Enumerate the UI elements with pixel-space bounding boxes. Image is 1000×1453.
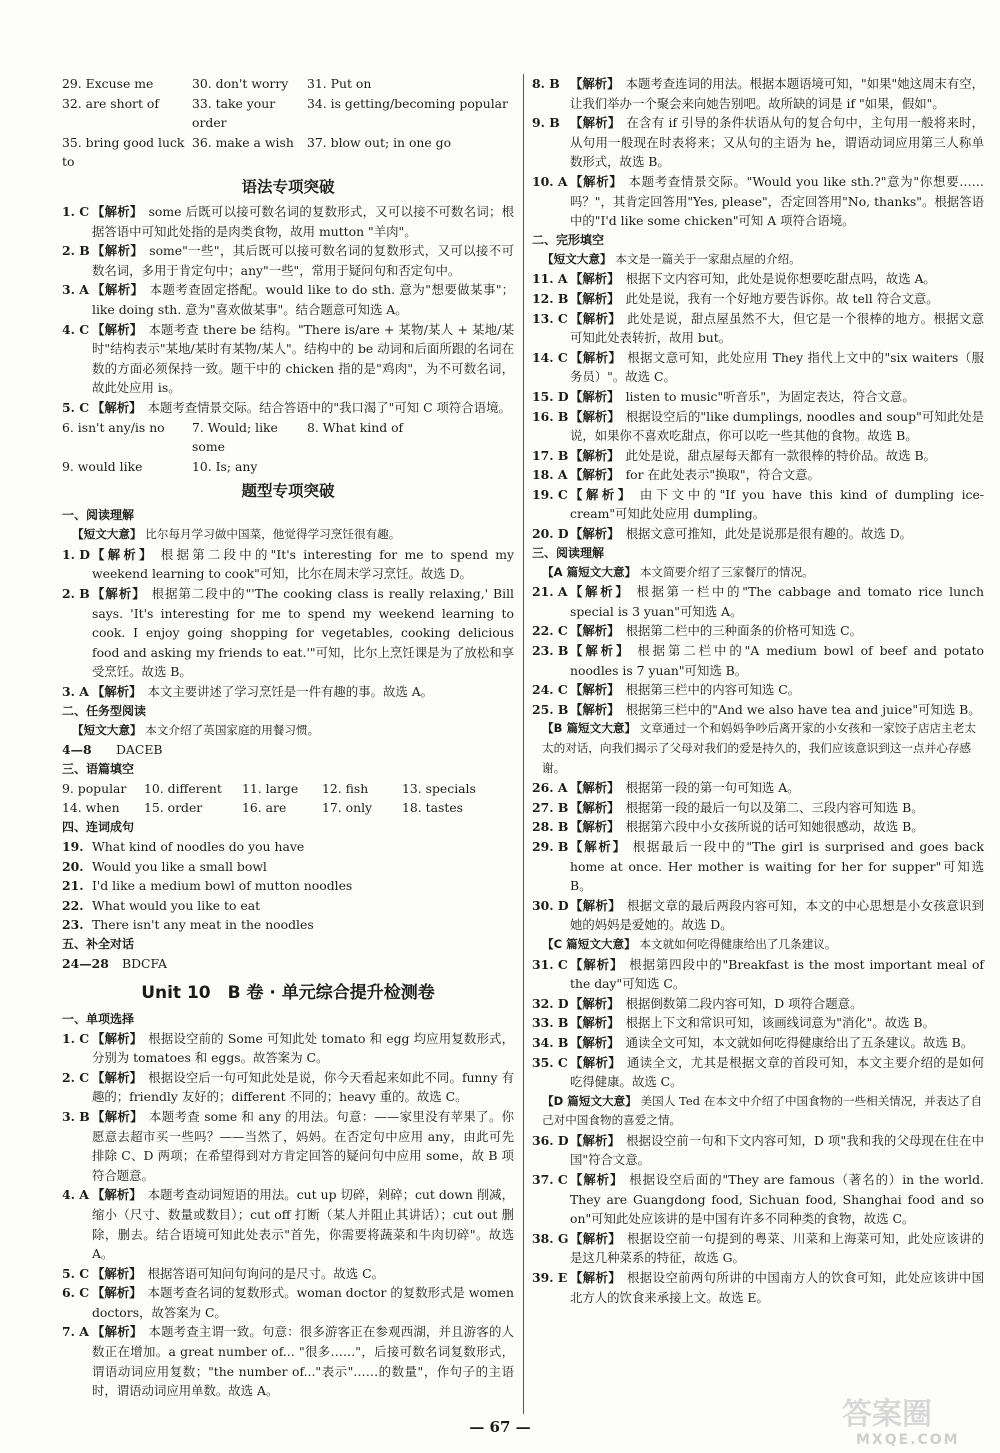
answer-32: 32. are short of: [62, 95, 159, 111]
summary-tag: 【C 篇短文大意】: [542, 936, 636, 951]
analysis-text: 此处是说，甜点屋每天都有一款很棒的特价品。故选 B。: [625, 447, 936, 463]
answer-row: [62, 418, 514, 457]
answer-29: 29. Excuse me: [62, 76, 154, 91]
answer-number: 19.: [62, 839, 84, 854]
analysis-tag: 【解析】: [570, 897, 622, 913]
analysis-text: 本题考查主谓一致。句意：很多游客正在参观西湖，并且游客的人数正在增加。a great number of... "很多……"，后接可数名词复数形式，谓语动词应用复数；"the number of..."表示"……的数量"，作句子的主语时，谓语动词应用单数。故选 A。: [92, 1324, 515, 1399]
analysis-tag: 【解析】: [570, 388, 620, 404]
answer-8: 8. What kind of: [307, 419, 404, 435]
summary-text: 本文是一篇关于一家甜点屋的介绍。: [615, 251, 801, 266]
answer-item: [532, 465, 984, 485]
analysis-text: 根据第六段中小女孩所说的话可知她很感动，故选 B。: [625, 819, 924, 835]
answer-item: [532, 896, 984, 935]
answer-item: [62, 682, 514, 702]
answer-item: [62, 1029, 514, 1068]
right-column: [532, 74, 984, 1307]
subsection-heading: 四、连词成句: [62, 820, 135, 834]
subsection-heading: 一、单项选择: [62, 1011, 135, 1026]
answer-number: 14. C: [532, 349, 568, 365]
analysis-tag: 【解析】: [92, 321, 143, 337]
answer-item: [532, 348, 984, 387]
analysis-tag: 【解析】: [570, 643, 632, 659]
analysis-text: 根据文章的最后两段内容可知，本文的中心思想是小女孩意识到她的妈妈是爱她的。故选 D。: [570, 897, 985, 933]
analysis-text: 根据第二段中的"'The cooking class is really relaxing,' Bill says. 'It's interesting for me to spend my weekend learning to cook. I enjoy going shopping for vegetables, cooking delicious food and asking my friends to eat.'"可知，比尔上烹饪课是为了放松和享受烹饪。故选 B。: [92, 586, 515, 680]
analysis-text: 本题考查连词的用法。根据本题语境可知，"如果"她这周末有空，让我们举办一个聚会来向她告别吧。故所缺的词是 if "如果，假如"。: [570, 76, 984, 111]
passage-summary: [532, 719, 984, 778]
analysis-text: 根据第二栏中的三种面条的价格可知选 C。: [625, 623, 863, 639]
answer-row: [62, 779, 514, 799]
answer-text: There isn't any meat in the noodles: [92, 917, 314, 933]
answer-number: 3. B: [62, 1108, 90, 1124]
analysis-tag: 【解析】: [570, 173, 623, 189]
analysis-tag: 【解析】: [92, 684, 142, 700]
answer-row: [62, 94, 514, 133]
answer-item: [62, 280, 514, 319]
answer-number: 11. A: [532, 271, 568, 287]
analysis-text: listen to music"听音乐"，为固定表达，符合文意。: [625, 388, 915, 404]
answer-item: [62, 857, 514, 877]
answer-text: What would you like to eat: [92, 897, 261, 913]
answer-number: 20. D: [532, 526, 569, 542]
answer-number: 29. B: [532, 838, 569, 854]
analysis-text: 此处是说，我有一个好地方要告诉你。故 tell 符合文意。: [625, 290, 939, 306]
analysis-tag: 【解析】: [92, 1285, 142, 1301]
analysis-tag: 【解析】: [570, 290, 620, 306]
answer-row: [62, 133, 514, 172]
analysis-tag: 【解析】: [92, 1187, 142, 1203]
analysis-tag: 【解析】: [570, 408, 620, 424]
answer-number: 33. B: [532, 1015, 569, 1031]
answer-text: DACEB: [116, 742, 163, 758]
subsection-heading: 三、阅读理解: [532, 545, 605, 560]
answer-item: [62, 241, 514, 280]
answer-7: 7. Would; like some: [192, 419, 278, 455]
answer-6: 6. isn't any/is no: [62, 419, 165, 435]
answer-number: 7. A: [62, 1324, 89, 1340]
analysis-text: 根据答语可知问句询问的是尺寸。故选 C。: [147, 1265, 385, 1281]
summary-tag: 【短文大意】: [72, 527, 142, 542]
analysis-tag: 【解析】: [570, 956, 624, 972]
answer-item: [532, 582, 984, 621]
answer-item: [62, 202, 514, 241]
summary-text: 本文就如何吃得健康给出了几条建议。: [639, 936, 837, 951]
answer-37: 37. blow out; in one go: [307, 134, 452, 150]
answer-35: 35. bring good luck to: [62, 134, 185, 170]
passage-summary: [532, 935, 984, 955]
analysis-tag: 【解析】: [570, 1015, 620, 1031]
answer-number: 28. B: [532, 819, 569, 835]
analysis-text: 根据下文内容可知，此处是说你想要吃甜点吗，故选 A。: [625, 271, 936, 287]
analysis-text: 根据第二栏中的"A medium bowl of beef and potato noodles is 7 yuan"可知选 B。: [570, 643, 985, 678]
answer-number: 30. D: [532, 897, 569, 913]
answer-9: 9. would like: [62, 458, 143, 474]
answer-number: 12. B: [532, 290, 569, 306]
summary-text: 本文介绍了英国家庭的用餐习惯。: [145, 722, 320, 737]
answer-number: 19. C: [532, 486, 568, 502]
answer-number: 13. C: [532, 310, 568, 326]
analysis-tag: 【解析】: [570, 76, 620, 91]
analysis-text: 根据第二段中的"It's interesting for me to spend my weekend learning to cook"可知，比尔在周末学习烹饪。故选 D。: [92, 546, 515, 582]
analysis-text: 本题考查动词短语的用法。cut up 切碎，剁碎；cut down 削减，缩小（尺寸、数量或数目）；cut off 打断（某人并阻止其讲话）；cut out 删除，删去。结合语境可知此处表示"首先，你需要将蔬菜和牛肉切碎"。故选 A。: [92, 1187, 514, 1262]
analysis-text: 根据设空后的"like dumplings, noodles and soup"可知此处是说，如果你不喜欢吃甜点，你可以吃一些其他的食物。故选 B。: [570, 408, 985, 444]
answer-number: 36. D: [532, 1132, 569, 1148]
answer-number: 38. G: [532, 1230, 569, 1246]
answer-item: [62, 954, 514, 974]
analysis-tag: 【解析】: [92, 282, 144, 298]
page-number: — 67 —: [469, 1418, 531, 1436]
answer-item: [532, 621, 984, 641]
answer-number: 9. B: [532, 115, 560, 131]
answer-33: 33. take your order: [192, 95, 276, 131]
answer-page: [62, 74, 988, 1414]
answer-number: 3. A: [62, 684, 89, 700]
section-title-grammar: 语法专项突破: [241, 177, 335, 196]
analysis-text: 根据第四段中的"Breakfast is the most important meal of the day"可知选 C。: [570, 956, 985, 992]
summary-tag: 【D 篇短文大意】: [542, 1093, 637, 1108]
analysis-text: 根据设空后面的"They are famous（著名的）in the world. They are Guangdong food, Sichuan food, Shanghai food and so on"可知此处应该讲的是中国有许多不同种类的食物，故选 C。: [570, 1172, 984, 1227]
analysis-tag: 【解析】: [92, 1069, 143, 1085]
answer-number: 35. C: [532, 1054, 568, 1070]
answer-number: 20.: [62, 858, 84, 874]
answer-number: 10. A: [532, 173, 568, 189]
left-column: [62, 74, 514, 1401]
analysis-tag: 【解析】: [570, 467, 620, 483]
analysis-tag: 【解析】: [570, 584, 631, 600]
analysis-tag: 【解析】: [92, 586, 146, 602]
answer-item: [532, 309, 984, 348]
analysis-tag: 【解析】: [570, 447, 620, 463]
answer-item: [62, 320, 514, 398]
answer-number: 4. A: [62, 1187, 89, 1203]
answer-item: [532, 387, 984, 407]
answer-number: 4. C: [62, 321, 90, 337]
analysis-tag: 【解析】: [92, 1030, 143, 1046]
analysis-text: 通读全文可知，本文就如何吃得健康给出了五条建议。故选 B。: [625, 1034, 974, 1050]
analysis-text: 本题考查 some 和 any 的用法。句意：——家里没有苹果了。你愿意去超市买一些吗？——当然了，妈妈。在否定句中应用 any，由此可先排除 C、D 两项；在希望得到对方肯定回答的疑问句中应用 some，故 B 项符合题意。: [92, 1108, 514, 1183]
subsection-heading: 一、阅读理解: [62, 508, 135, 523]
analysis-tag: 【解析】: [570, 701, 620, 717]
answer-11: 11. large: [242, 780, 299, 796]
analysis-tag: 【解析】: [570, 995, 620, 1011]
answer-item: [532, 485, 984, 524]
analysis-text: 根据最后一段中的"The girl is surprised and goes back home at once. Her mother is waiting for her for supper"可知选 B。: [570, 838, 984, 894]
analysis-tag: 【解析】: [570, 780, 620, 796]
answer-item: [532, 837, 984, 896]
answer-item: [532, 680, 984, 700]
analysis-text: 根据设空后一句可知此处是说，你今天看起来如此不同。funny 有趣的；friendly 友好的；different 不同的；heavy 重的。故选 C。: [92, 1069, 515, 1105]
answer-number: 21. A: [532, 584, 568, 600]
answer-item: [62, 896, 514, 916]
answer-item: [532, 778, 984, 798]
analysis-tag: 【解析】: [92, 1265, 142, 1281]
analysis-tag: 【解析】: [570, 1270, 622, 1286]
summary-text: 比尔每月学习做中国菜，他觉得学习烹饪很有趣。: [145, 527, 401, 542]
answer-17: 17. only: [322, 800, 373, 816]
analysis-tag: 【解析】: [92, 1324, 143, 1340]
answer-text: Would you like a small bowl: [92, 858, 267, 874]
passage-summary: [532, 250, 984, 270]
subsection-heading: 二、任务型阅读: [62, 703, 147, 718]
analysis-text: 根据第一段的最后一句以及第二、三段内容可知选 B。: [625, 799, 924, 815]
analysis-tag: 【解析】: [92, 399, 142, 415]
analysis-tag: 【解析】: [570, 349, 622, 365]
analysis-text: 由下文中的"If you have this kind of dumpling ice-cream"可知此处应用 dumpling。: [570, 486, 985, 522]
answer-item: [532, 1013, 984, 1033]
answer-item: [532, 524, 984, 544]
answer-36: 36. make a wish: [192, 134, 294, 150]
analysis-text: 根据文意可知，此处应用 They 指代上文中的"six waiters（服务员）"。故选 C。: [570, 349, 984, 385]
answer-number: 27. B: [532, 799, 569, 815]
analysis-text: 根据上下文和常识可知，该画线词意为"消化"。故选 B。: [625, 1015, 935, 1031]
answer-item: [532, 269, 984, 289]
answer-10: 10. Is; any: [192, 458, 258, 474]
analysis-tag: 【解析】: [570, 1172, 624, 1188]
answer-number: 34. B: [532, 1034, 569, 1050]
analysis-tag: 【解析】: [570, 1230, 622, 1246]
analysis-text: 此处是说，甜点屋虽然不大，但它是一个很棒的地方。根据文意可知此处表转折，故用 but。: [570, 310, 985, 346]
answer-item: [532, 1033, 984, 1053]
answer-item: [532, 1131, 984, 1170]
answer-item: [532, 817, 984, 837]
analysis-text: 本题考查固定搭配。would like to do sth. 意为"想要做某事"；like doing sth. 意为"喜欢做某事"。结合题意可知选 A。: [92, 282, 515, 317]
answer-number: 2. B: [62, 586, 90, 602]
answer-31: 31. Put on: [307, 76, 372, 91]
answer-10: 10. different: [144, 780, 222, 796]
answer-item: [532, 446, 984, 466]
answer-item: [532, 172, 984, 231]
answer-item: [532, 1268, 984, 1307]
analysis-tag: 【解析】: [570, 1132, 621, 1148]
analysis-text: 根据文意可推知，此处是说那是很有趣的。故选 D。: [625, 526, 913, 542]
answer-9: 9. popular: [62, 780, 127, 796]
answer-number: 18. A: [532, 467, 568, 483]
answer-item: [532, 74, 984, 113]
answer-34: 34. is getting/becoming popular: [307, 95, 508, 111]
summary-tag: 【A 篇短文大意】: [542, 564, 637, 579]
summary-tag: 【B 篇短文大意】: [542, 721, 637, 736]
watermark-logo: [836, 1392, 986, 1450]
analysis-text: some"一些"，其后既可以接可数名词的复数形式，又可以接不可数名词，多用于肯定句中；any"一些"，常用于疑问句和否定句中。: [92, 243, 514, 278]
answer-number: 24. C: [532, 682, 568, 698]
watermark-url-text: MXQE.COM: [856, 1432, 960, 1448]
answer-number: 37. C: [532, 1172, 568, 1188]
answer-number: 1. D: [62, 546, 90, 562]
analysis-tag: 【解析】: [570, 819, 620, 835]
answer-number: 1. C: [62, 203, 90, 219]
analysis-text: 根据设空前两句所讲的中国南方人的饮食可知，此处应该讲中国北方人的饮食来承接上文。故选 E。: [570, 1270, 985, 1305]
section-title-types: 题型专项突破: [241, 482, 335, 501]
answer-number: 23. B: [532, 643, 569, 659]
analysis-text: 本题考查情景交际。结合答语中的"我口渴了"可知 C 项符合语境。: [147, 399, 511, 415]
answer-item: [62, 545, 514, 584]
analysis-tag: 【解析】: [92, 203, 143, 219]
answer-30: 30. don't worry: [192, 76, 289, 91]
answer-item: [62, 915, 514, 935]
answer-number: 24—28: [62, 955, 109, 971]
unit-title: Unit 10 B 卷 · 单元综合提升检测卷: [141, 982, 435, 1003]
answer-item: [532, 798, 984, 818]
analysis-tag: 【解析】: [570, 1054, 622, 1070]
answer-18: 18. tastes: [402, 800, 464, 816]
answer-number: 3. A: [62, 282, 89, 298]
answer-item: [532, 1229, 984, 1268]
subsection-heading: 三、语篇填空: [62, 761, 135, 776]
answer-item: [532, 700, 984, 720]
answer-16: 16. are: [242, 800, 287, 816]
answer-number: 2. B: [62, 243, 90, 259]
answer-number: 16. B: [532, 408, 569, 424]
answer-number: 17. B: [532, 447, 569, 463]
analysis-tag: 【解析】: [570, 623, 620, 639]
analysis-tag: 【解析】: [570, 486, 634, 502]
answer-row: [62, 457, 514, 477]
watermark-big-text: 答案圈: [842, 1397, 932, 1432]
answer-item: [532, 994, 984, 1014]
analysis-tag: 【解析】: [92, 546, 155, 562]
analysis-text: some 后既可以接可数名词的复数形式，又可以接不可数名词；根据答语中可知此处指的是肉类食物，故用 mutton "羊肉"。: [92, 203, 515, 239]
answer-item: [62, 1185, 514, 1263]
answer-12: 12. fish: [322, 780, 369, 796]
answer-item: [62, 398, 514, 418]
answer-number: 26. A: [532, 780, 568, 796]
answer-row: [62, 74, 514, 94]
analysis-text: 根据设空前一句和下文内容可知，D 项"我和我的父母现在住在中国"符合文意。: [570, 1132, 985, 1168]
summary-text: 本文简要介绍了三家餐厅的情况。: [639, 564, 814, 579]
answer-text: BDCFA: [122, 955, 167, 971]
analysis-tag: 【解析】: [570, 799, 620, 815]
analysis-tag: 【解析】: [92, 243, 144, 259]
analysis-text: 根据第一栏中的"The cabbage and tomato rice lunch special is 3 yuan"可知选 A。: [570, 584, 984, 619]
answer-item: [532, 289, 984, 309]
passage-summary: [62, 721, 514, 741]
analysis-text: 本题考查情景交际。"Would you like sth.?"意为"你想要……吗？"，其肯定回答用"Yes, please"，否定回答用"No, thanks"。根据答语中的"I'd like some chicken"可知 A 项符合语境。: [570, 173, 985, 229]
answer-item: [532, 113, 984, 172]
analysis-text: 本题考查 there be 结构。"There is/are + 某物/某人 + 某地/某时"结构表示"某地/某时有某物/某人"。结构中的 be 动词和后面所跟的名词在数的方面必须保持一致。题干中的 chicken 指的是"鸡肉"，为不可数名词，故此处应用 is。: [92, 321, 515, 396]
analysis-tag: 【解析】: [570, 682, 620, 698]
answer-item: [532, 407, 984, 446]
subsection-heading: 五、补全对话: [62, 936, 135, 951]
answer-number: 22. C: [532, 623, 568, 639]
analysis-tag: 【解析】: [570, 838, 627, 854]
answer-14: 14. when: [62, 800, 120, 816]
answer-number: 39. E: [532, 1270, 568, 1286]
analysis-tag: 【解析】: [570, 271, 620, 287]
analysis-text: 根据设空前一句提到的粤菜、川菜和上海菜可知，此处应该讲的是这几种菜系的特征，故选 G。: [570, 1230, 985, 1266]
answer-item: [532, 641, 984, 680]
answer-number: 25. B: [532, 701, 569, 717]
passage-summary: [532, 563, 984, 583]
answer-15: 15. order: [144, 800, 203, 816]
analysis-text: 根据倒数第二段内容可知，D 项符合题意。: [625, 995, 863, 1011]
answer-item: [532, 1053, 984, 1092]
analysis-text: 本题考查名词的复数形式。woman doctor 的复数形式是 women doctors，故答案为 C。: [92, 1285, 514, 1320]
answer-item: [62, 837, 514, 857]
answer-13: 13. specials: [402, 780, 476, 796]
answer-row: [62, 798, 514, 818]
answer-text: What kind of noodles do you have: [92, 839, 305, 854]
summary-tag: 【短文大意】: [542, 251, 612, 266]
answer-number: 22.: [62, 897, 84, 913]
analysis-text: 在含有 if 引导的条件状语从句的复合句中，主句用一般将来时，从句用一般现在时表将来；又从句的主语为 he，谓语动词应用第三人称单数形式，故选 B。: [570, 115, 984, 170]
subsection-heading: 二、完形填空: [532, 232, 605, 247]
analysis-tag: 【解析】: [92, 1108, 143, 1124]
analysis-tag: 【解析】: [570, 310, 622, 326]
answer-text: I'd like a medium bowl of mutton noodles: [92, 878, 353, 894]
analysis-text: 通读全文，尤其是根据文章的首段可知，本文主要介绍的是如何吃得健康。故选 C。: [570, 1054, 985, 1090]
answer-item: [62, 584, 514, 682]
answer-number: 5. C: [62, 399, 90, 415]
answer-item: [62, 740, 514, 760]
passage-summary: [532, 1092, 984, 1131]
answer-number: 21.: [62, 878, 84, 894]
analysis-text: for 在此处表示"换取"，符合文意。: [625, 467, 820, 483]
analysis-tag: 【解析】: [570, 1034, 620, 1050]
answer-item: [532, 955, 984, 994]
summary-text: 美国人 Ted 在本文中介绍了中国食物的一些相关情况，并表达了自己对中国食物的喜爱之情。: [542, 1093, 983, 1128]
answer-number: 31. C: [532, 956, 568, 972]
analysis-text: 本文主要讲述了学习烹饪是一件有趣的事。故选 A。: [147, 684, 434, 700]
analysis-tag: 【解析】: [570, 526, 620, 542]
analysis-tag: 【解析】: [570, 115, 621, 131]
answer-item: [62, 876, 514, 896]
answer-number: 32. D: [532, 995, 569, 1011]
answer-number: 8. B: [532, 76, 560, 91]
answer-item: [62, 1322, 514, 1400]
answer-item: [62, 1068, 514, 1107]
answer-number: 2. C: [62, 1069, 90, 1085]
answer-item: [532, 1170, 984, 1229]
answer-number: 15. D: [532, 388, 569, 404]
summary-tag: 【短文大意】: [72, 722, 142, 737]
answer-number: 23.: [62, 917, 84, 933]
answer-item: [62, 1264, 514, 1284]
passage-summary: [62, 525, 514, 545]
analysis-text: 根据第三栏中的内容可知选 C。: [625, 682, 801, 698]
answer-item: [62, 1107, 514, 1185]
analysis-text: 根据第一段的第一句可知选 A。: [625, 780, 800, 796]
answer-item: [62, 1283, 514, 1322]
analysis-text: 根据设空前的 Some 可知此处 tomato 和 egg 均应用复数形式，分别为 tomatoes 和 eggs。故答案为 C。: [92, 1030, 514, 1066]
answer-number: 5. C: [62, 1265, 90, 1281]
summary-text: 文章通过一个和妈妈争吵后离开家的小女孩和一家饺子店店主老太太的对话，向我们揭示了父母对我们的爱是持久的，我们应该意识到这一点并心存感谢。: [542, 721, 976, 775]
analysis-text: 根据第三栏中的"And we also have tea and juice"可知选 B。: [625, 701, 981, 717]
column-divider: [523, 74, 524, 1414]
answer-number: 6. C: [62, 1285, 90, 1301]
answer-number: 1. C: [62, 1030, 90, 1046]
answer-number: 4—8: [62, 742, 92, 758]
